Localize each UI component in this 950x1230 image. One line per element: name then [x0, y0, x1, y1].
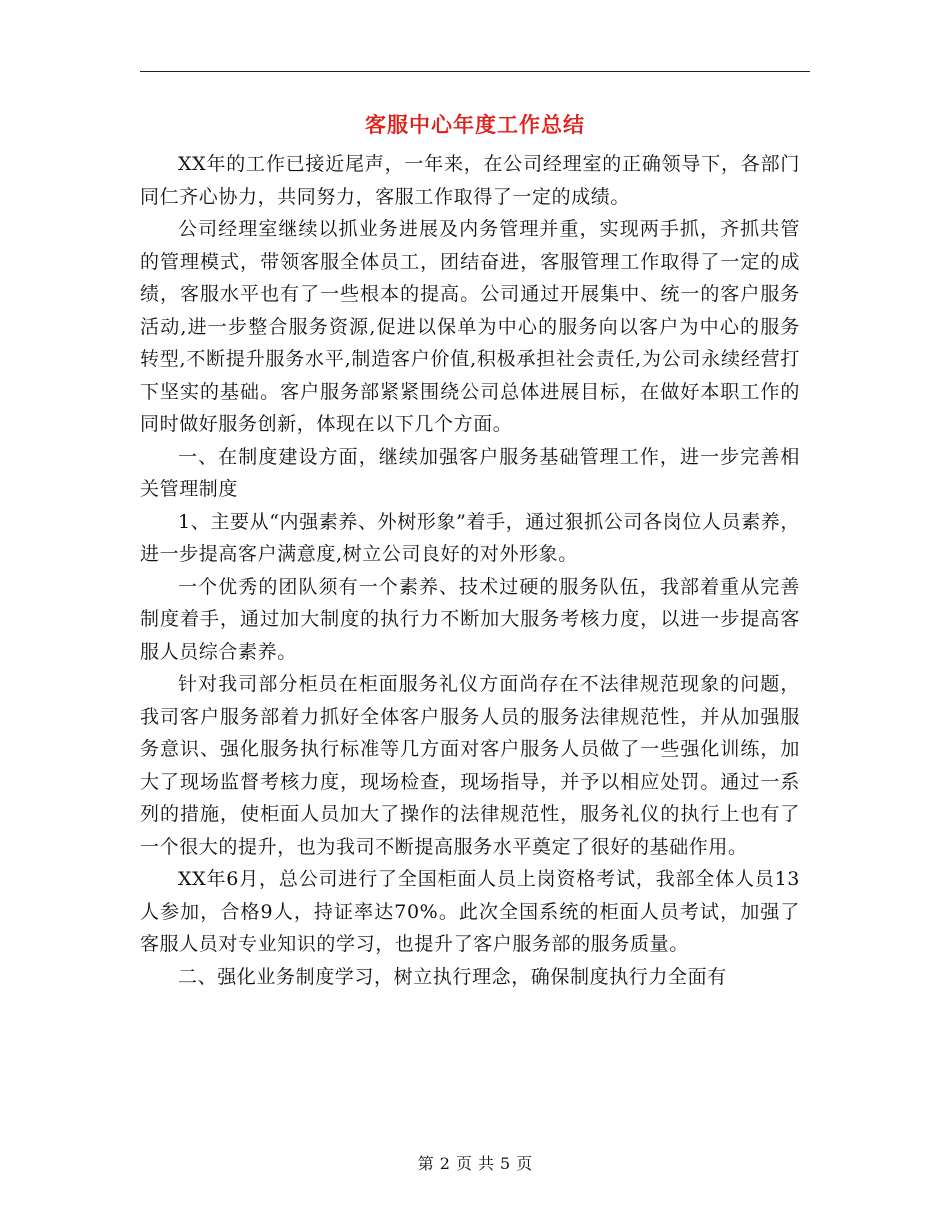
paragraph-item-1: 1、主要从“内强素养、外树形象”着手，通过狠抓公司各岗位人员素养，进一步提高客户满意度,树立公司良好的对外形象。 — [140, 510, 800, 565]
footer-total-prefix: 共 — [478, 1154, 495, 1173]
paragraph-management: 公司经理室继续以抓业务进展及内务管理并重，实现两手抓，齐抓共管的管理模式，带领客服全体员工，团结奋进，客服管理工作取得了一定的成绩，客服水平也有了一些根本的提高。公司通过开展集中、统一的客户服务活动,进一步整合服务资源,促进以保单为中心的服务向以客户为中心的服务转型,不断提升服务水平,制造客户价值,积极承担社会责任,为公司永续经营打下坚实的基础。客户服务部紧紧围绕公司总体进展目标，在做好本职工作的同时做好服务创新，体现在以下几个方面。 — [140, 218, 800, 435]
footer-prefix: 第 — [417, 1154, 434, 1173]
footer-total-pages: 5 — [500, 1154, 511, 1173]
document-title: 客服中心年度工作总结 — [365, 113, 585, 137]
section-heading-2: 二、强化业务制度学习，树立执行理念，确保制度执行力全面有 — [178, 965, 727, 988]
section-heading-1: 一、在制度建设方面，继续加强客户服务基础管理工作，进一步完善相关管理制度 — [140, 445, 800, 500]
header-rule — [140, 71, 810, 72]
paragraph-intro: XX年的工作已接近尾声，一年来，在公司经理室的正确领导下，各部门同仁齐心协力，共同努力，客服工作取得了一定的成绩。 — [140, 153, 800, 208]
paragraph-etiquette: 针对我司部分柜员在柜面服务礼仪方面尚存在不法律规范现象的问题，我司客户服务部着力抓好全体客户服务人员的服务法律规范性，并从加强服务意识、强化服务执行标准等几方面对客户服务人员做了一些强化训练，加大了现场监督考核力度，现场检查，现场指导，并予以相应处罚。通过一系列的措施，使柜面人员加大了操作的法律规范性，服务礼仪的执行上也有了一个很大的提升，也为我司不断提高服务水平奠定了很好的基础作用。 — [140, 673, 800, 858]
footer-current-page: 2 — [439, 1154, 450, 1173]
page-footer — [140, 1152, 810, 1176]
document-body — [140, 148, 800, 993]
footer-page-word: 页 — [455, 1154, 472, 1173]
footer-suffix: 页 — [516, 1154, 533, 1173]
paragraph-team: 一个优秀的团队须有一个素养、技术过硬的服务队伍，我部着重从完善制度着手，通过加大制度的执行力不断加大服务考核力度，以进一步提高客服人员综合素养。 — [140, 575, 800, 663]
paragraph-exam: XX年6月，总公司进行了全国柜面人员上岗资格考试，我部全体人员13人参加，合格9人，持证率达70%。此次全国系统的柜面人员考试，加强了客服人员对专业知识的学习，也提升了客户服务部的服务质量。 — [140, 868, 800, 955]
